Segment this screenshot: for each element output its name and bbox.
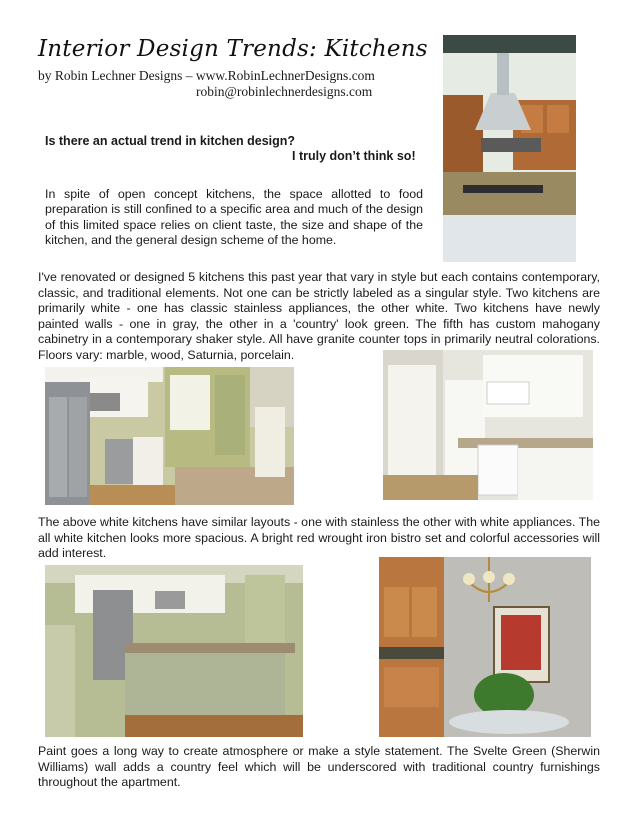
paragraph-white-kitchens: The above white kitchens have similar layouts - one with stainless the other with white appliances. The all white kitchen looks more spacious. A bright red wrought iron bistro set and colorful accessories will add interest.: [38, 515, 600, 561]
answer-heading: I truly don’t think so!: [292, 149, 416, 163]
dining-room-photo: [379, 557, 591, 737]
intro-paragraph: In spite of open concept kitchens, the space allotted to food preparation is still confined to a specific area and much of the design of this limited space relies on client taste, the size and shape of the kitchen, and the general design scheme of the home.: [45, 187, 423, 248]
stainless-kitchen-photo: [45, 367, 294, 505]
mahogany-kitchen-photo: [443, 35, 576, 262]
byline: by Robin Lechner Designs – www.RobinLechnerDesigns.com: [38, 68, 375, 83]
paragraph-kitchens: I've renovated or designed 5 kitchens this past year that vary in style but each contains contemporary, classic, and traditional elements. Not one can be strictly labeled as a singular style. Two kitchens are primarily white - one has classic stainless appliances, the other white. Two kitchens have newly painted walls - one in gray, the other in a 'country' look green. The fifth has custom mahogany cabinetry in a contemporary shaker style. All have granite counter tops in primarily neutral colorations. Floors vary: marble, wood, Saturnia, porcelain.: [38, 270, 600, 362]
green-kitchen-photo: [45, 565, 303, 737]
question-heading: Is there an actual trend in kitchen design?: [45, 134, 296, 148]
email-text: robin@robinlechnerdesigns.com: [196, 84, 373, 99]
white-kitchen-photo: [383, 350, 593, 500]
paragraph-paint: Paint goes a long way to create atmosphere or make a style statement. The Svelte Green (Sherwin Williams) wall adds a country feel which will be underscored with traditional country furnishings throughout the apartment.: [38, 744, 600, 790]
page-title: Interior Design Trends: Kitchens: [38, 36, 428, 62]
